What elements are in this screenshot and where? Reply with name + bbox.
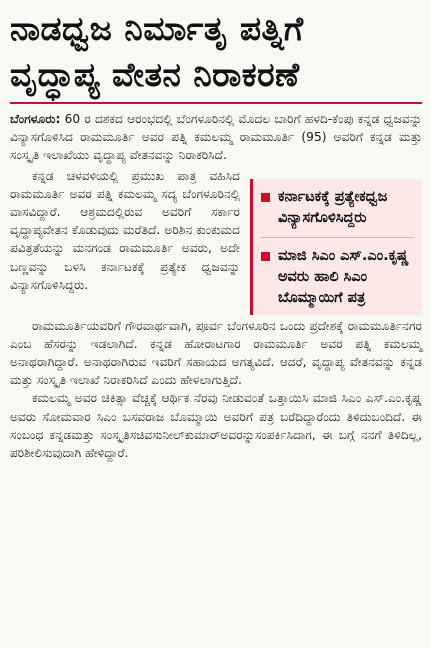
paragraph-3: ರಾಮಮೂರ್ತಿಯವರಿಗೆ ಗೌರವಾರ್ಥವಾಗಿ, ಪೂರ್ವ ಬೆಂಗಳೂರಿನ ಒಂದು ಪ್ರದೇಶಕ್ಕೆ ರಾಮಮೂರ್ತಿನಗರ ಎಂಬ ಹೆಸರನ್ನು ಇಡಲಾಗಿದೆ. ಕನ್ನಡ ಹೋರಾಟಗಾರ ರಾಮಮೂರ್ತಿ ಅವರ ಪತ್ನಿ ಕಮಲಮ್ಮ ಅನಾಥರಾಗಿದ್ದಾರೆ. ಅನಾಥರಾಗಿರುವ ಇವರಿಗೆ ಸಹಾಯದ ಅಗತ್ಯವಿದೆ. ಆದರೆ, ವೃದ್ಧಾಪ್ಯ ವೇತನವನ್ನು ಕನ್ನಡ ಮತ್ತು ಸಂಸ್ಕೃತಿ ಇಲಾಖೆ ನಿರಾಕರಿಸಿದೆ ಎಂದು ಹೇಳಲಾಗುತ್ತಿದೆ. xyxy=(10,318,422,388)
lead-paragraph xyxy=(10,110,422,165)
headline-divider xyxy=(10,102,422,104)
highlight-text: ಕರ್ನಾಟಕಕ್ಕೆ ಪ್ರತ್ಯೇಕಧ್ವಜ ವಿನ್ಯಾಸಗೊಳಿಸಿದ್ದರು xyxy=(278,188,388,226)
highlight-item xyxy=(261,187,414,229)
lead-paragraph-text: 60 ರ ದಶಕದ ಆರಂಭದಲ್ಲಿ ಬೆಂಗಳೂರಿನಲ್ಲಿ ಮೊದಲ ಬಾರಿಗೆ ಹಳದಿ-ಕೆಂಪು ಕನ್ನಡ ಧ್ವಜವನ್ನು ವಿನ್ಯಾಸಗೊಳಿಸಿದ ರಾಮಮೂರ್ತಿ ಅವರ ಪತ್ನಿ ಕಮಲಮ್ಮ ರಾಮಮೂರ್ತಿ (95) ಅವರಿಗೆ ಕನ್ನಡ ಮತ್ತು ಸಂಸ್ಕೃತಿ ಇಲಾಖೆಯು ವೃದ್ಧಾಪ್ಯ ವೇತನವನ್ನು ನಿರಾಕರಿಸಿದೆ. xyxy=(10,112,422,163)
square-bullet-icon xyxy=(261,193,270,202)
highlight-item xyxy=(261,237,414,309)
paragraph-4: ಕಮಲಮ್ಮ ಅವರ ಚಿಕಿತ್ಸಾ ವೆಚ್ಚಕ್ಕೆ ಆರ್ಥಿಕ ನೆರವು ನೀಡುವಂತೆ ಒತ್ತಾಯಿಸಿ ಮಾಜಿ ಸಿಎಂ ಎಸ್.ಎಂ.ಕೃಷ್ಣ ಅವರು ಸೋಮವಾರ ಸಿಎಂ ಬಸವರಾಜ ಬೊಮ್ಮಾಯಿ ಅವರಿಗೆ ಪತ್ರ ಬರೆದಿದ್ದಾರೆಂದು ತಿಳಿದುಬಂದಿದೆ. ಈ ಸಂಬಂಧ ಕನ್ನಡಮತ್ತು ಸಂಸ್ಕೃತಿಸಚಿವಸುನೀಲ್‌ಕುಮಾರ್‌ಅವರನ್ನುಸಂಪರ್ಕಿಸಿದಾಗ, ಈ ಬಗ್ಗೆ ನನಗೆ ತಿಳಿದಿಲ್ಲ, ಪರಿಶೀಲಿಸುವುದಾಗಿ ಹೇಳಿದ್ದಾರೆ. xyxy=(10,391,422,461)
headline-line-2: ವೃದ್ಧಾಪ್ಯ ವೇತನ ನಿರಾಕರಣೆ xyxy=(10,55,300,94)
dateline: ಬೆಂಗಳೂರು: xyxy=(10,112,61,126)
paragraph-2: ಕನ್ನಡ ಚಳವಳಿಯಲ್ಲಿ ಪ್ರಮುಖ ಪಾತ್ರ ವಹಿಸಿದ ರಾಮಮೂರ್ತಿ ಅವರ ಪತ್ನಿ ಕಮಲಮ್ಮ ಸದ್ಯ ಬೆಂಗಳೂರಿನಲ್ಲಿ ವಾಸವಿದ್ದಾರೆ. ಆಶ್ರಮದಲ್ಲಿರುವ ಅವರಿಗೆ ಸರ್ಕಾರ ವೃದ್ಧಾಪ್ಯವೇತನ ಕೊಡುವುದು ಮರೆತಿದೆ. ಅರಿಶಿನ ಕುಂಕುಮದ ಪವಿತ್ರತೆಯನ್ನು ಮನಗಂಡ ರಾಮಮೂರ್ತಿ ಅವರು, ಅದೇ ಬಣ್ಣವನ್ನು ಬಳಸಿ ಕರ್ನಾಟಕಕ್ಕೆ ಪ್ರತ್ಯೇಕ ಧ್ವಜವನ್ನು ವಿನ್ಯಾಸಗೊಳಿಸಿದ್ದರು. xyxy=(10,168,240,292)
square-bullet-icon xyxy=(261,252,270,261)
headline-line-1: ನಾಡಧ್ವಜ ನಿರ್ಮಾತೃ ಪತ್ನಿಗೆ xyxy=(10,9,304,48)
highlights-box xyxy=(250,179,422,315)
body-with-sidebar xyxy=(10,167,422,315)
body-column xyxy=(10,167,240,315)
headline xyxy=(10,6,422,98)
highlight-text: ಮಾಜಿ ಸಿಎಂ ಎಸ್.ಎಂ.ಕೃಷ್ಣ ಅವರು ಹಾಲಿ ಸಿಎಂ ಬೊಮ್ಮಾಯಿಗೆ ಪತ್ರ xyxy=(278,247,409,306)
